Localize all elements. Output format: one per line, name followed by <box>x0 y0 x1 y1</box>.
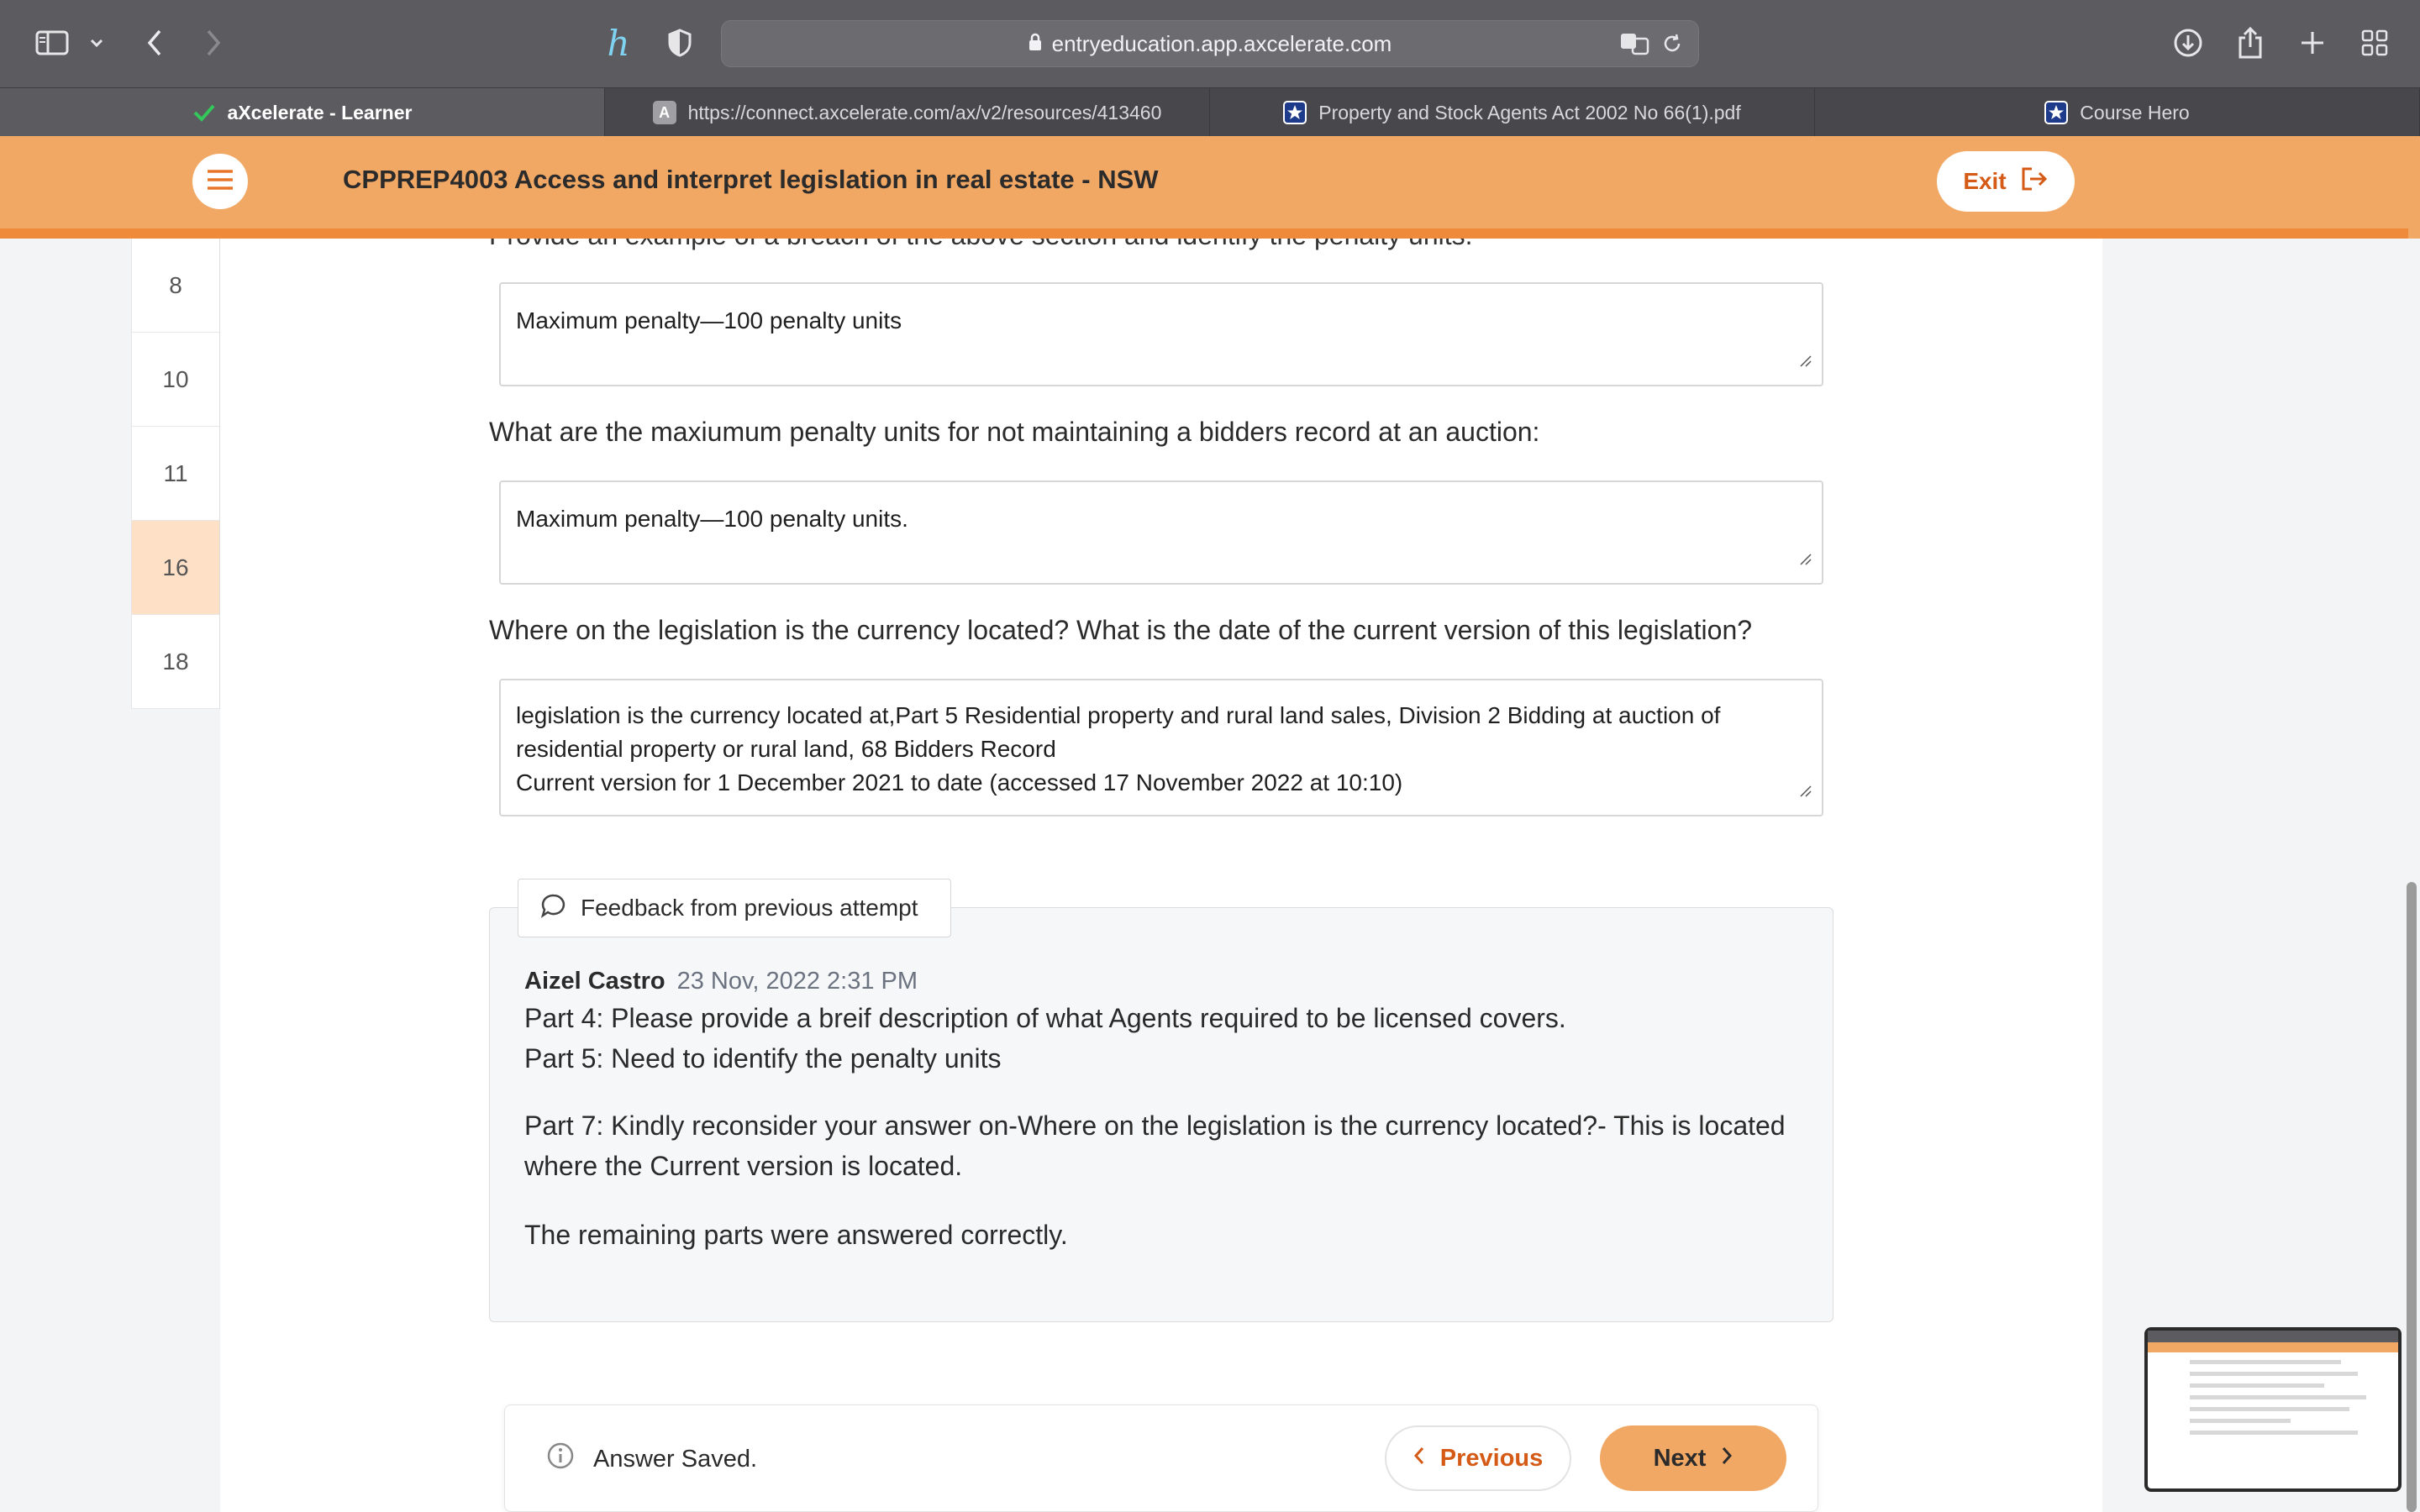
resize-handle-icon[interactable] <box>1798 343 1812 376</box>
save-status-text: Answer Saved. <box>593 1445 758 1473</box>
question-nav-item[interactable]: 11 <box>132 427 219 521</box>
question-nav-item[interactable]: 8 <box>132 239 219 333</box>
question-nav-item-active[interactable]: 16 <box>132 521 219 615</box>
answer-textarea[interactable] <box>499 679 1823 816</box>
previous-label: Previous <box>1439 1444 1544 1472</box>
exit-label: Exit <box>1963 168 2007 194</box>
question-nav-item[interactable]: 10 <box>132 333 219 427</box>
resize-handle-icon[interactable] <box>1798 541 1812 575</box>
feedback-date: 23 Nov, 2022 2:31 PM <box>676 968 918 995</box>
thumbnail-line <box>2190 1407 2349 1411</box>
shield-icon[interactable] <box>662 22 697 64</box>
page-scrollbar[interactable] <box>2407 882 2417 1512</box>
answer-text: Maximum penalty—100 penalty units <box>516 307 902 333</box>
course-title: CPPREP4003 Access and interpret legislation in real estate - NSW <box>343 165 1159 194</box>
feedback-text: where the Current version is located. <box>524 1151 963 1181</box>
back-icon[interactable] <box>138 22 171 64</box>
answer-text: Current version for 1 December 2021 to date (accessed 17 November 2022 at 10:10) <box>516 769 1403 795</box>
info-icon <box>546 1441 575 1477</box>
right-background <box>2102 239 2420 1512</box>
browser-toolbar <box>0 0 2420 87</box>
hypothesis-extension-icon[interactable]: h <box>607 22 630 64</box>
tab-axcelerate-resource[interactable] <box>605 88 1210 137</box>
tab-label: Course Hero <box>2080 101 2190 123</box>
tab-axcelerate-learner[interactable] <box>0 88 605 137</box>
next-label: Next <box>1653 1444 1707 1472</box>
address-bar[interactable] <box>721 20 1699 67</box>
downloads-icon[interactable] <box>2170 22 2207 64</box>
exit-button[interactable] <box>1937 151 2075 212</box>
header-underline <box>0 228 2408 239</box>
feedback-text: Part 5: Need to identify the penalty units <box>524 1043 1002 1074</box>
thumbnail-line <box>2190 1360 2341 1364</box>
question-nav <box>131 239 220 709</box>
comment-icon <box>540 892 567 925</box>
feedback-author: Aizel Castro <box>524 968 666 995</box>
tab-label: https://connect.axcelerate.com/ax/v2/resources/413460 <box>687 101 1162 123</box>
chevron-right-icon <box>1721 1445 1733 1473</box>
screenshot-thumbnail[interactable] <box>2144 1327 2402 1492</box>
tab-property-act-pdf[interactable] <box>1210 88 1815 137</box>
tab-label: aXcelerate - Learner <box>227 101 413 123</box>
feedback-text: Part 7: Kindly reconsider your answer on-Where on the legislation is the currency located?- This is located <box>524 1110 1786 1141</box>
forward-icon[interactable] <box>197 22 230 64</box>
answer-text: Maximum penalty—100 penalty units. <box>516 506 908 532</box>
tab-overview-icon[interactable] <box>2356 22 2393 64</box>
next-button[interactable] <box>1600 1425 1786 1491</box>
thumbnail-line <box>2190 1431 2358 1435</box>
feedback-tab-label: Feedback from previous attempt <box>581 895 918 921</box>
star-badge-icon <box>2044 101 2068 124</box>
tab-bar <box>0 87 2420 136</box>
share-icon[interactable] <box>2232 22 2269 64</box>
check-icon <box>192 101 216 124</box>
feedback-text: Part 4: Please provide a breif description of what Agents required to be licensed covers. <box>524 1003 1566 1033</box>
exit-icon <box>2020 166 2049 197</box>
left-background <box>0 239 131 1512</box>
resize-handle-icon[interactable] <box>1798 773 1812 806</box>
thumbnail-line <box>2190 1383 2324 1388</box>
a-icon: A <box>653 101 676 124</box>
thumbnail-header <box>2148 1342 2398 1352</box>
chevron-down-icon[interactable] <box>84 22 109 64</box>
lock-icon <box>1028 31 1042 57</box>
tab-label: Property and Stock Agents Act 2002 No 66(1).pdf <box>1318 101 1741 123</box>
answer-textarea[interactable] <box>499 480 1823 585</box>
hamburger-icon <box>206 169 234 195</box>
question-text: What are the maxiumum penalty units for not maintaining a bidders record at an auction: <box>489 417 1540 447</box>
question-nav-item[interactable]: 18 <box>132 615 219 709</box>
thumbnail-line <box>2190 1395 2366 1399</box>
new-tab-icon[interactable] <box>2294 22 2331 64</box>
thumbnail-line <box>2190 1419 2291 1423</box>
tab-course-hero[interactable] <box>1815 88 2420 137</box>
reload-icon[interactable] <box>1661 33 1683 60</box>
save-status <box>546 1441 757 1477</box>
thumbnail-line <box>2190 1372 2358 1376</box>
answer-text: legislation is the currency located at,Part 5 Residential property and rural land sales, Division 2 Bidding at auction of <box>516 702 1721 728</box>
translate-icon[interactable] <box>1619 31 1651 62</box>
answer-text: residential property or rural land, 68 Bidders Record <box>516 736 1056 762</box>
feedback-text: The remaining parts were answered correctly. <box>524 1220 1068 1250</box>
chevron-left-icon <box>1413 1445 1425 1473</box>
thumbnail-toolbar <box>2148 1331 2398 1342</box>
feedback-author-line <box>524 968 918 995</box>
sidebar-toggle-icon[interactable] <box>32 22 72 64</box>
question-text: Where on the legislation is the currency located? What is the date of the current version of this legislation? <box>489 615 1753 645</box>
url-text: entryeducation.app.axcelerate.com <box>1051 30 1392 56</box>
star-badge-icon <box>1283 101 1307 124</box>
feedback-tab[interactable] <box>518 879 951 937</box>
menu-button[interactable] <box>192 154 248 209</box>
answer-textarea[interactable] <box>499 282 1823 386</box>
previous-button[interactable] <box>1385 1425 1571 1491</box>
